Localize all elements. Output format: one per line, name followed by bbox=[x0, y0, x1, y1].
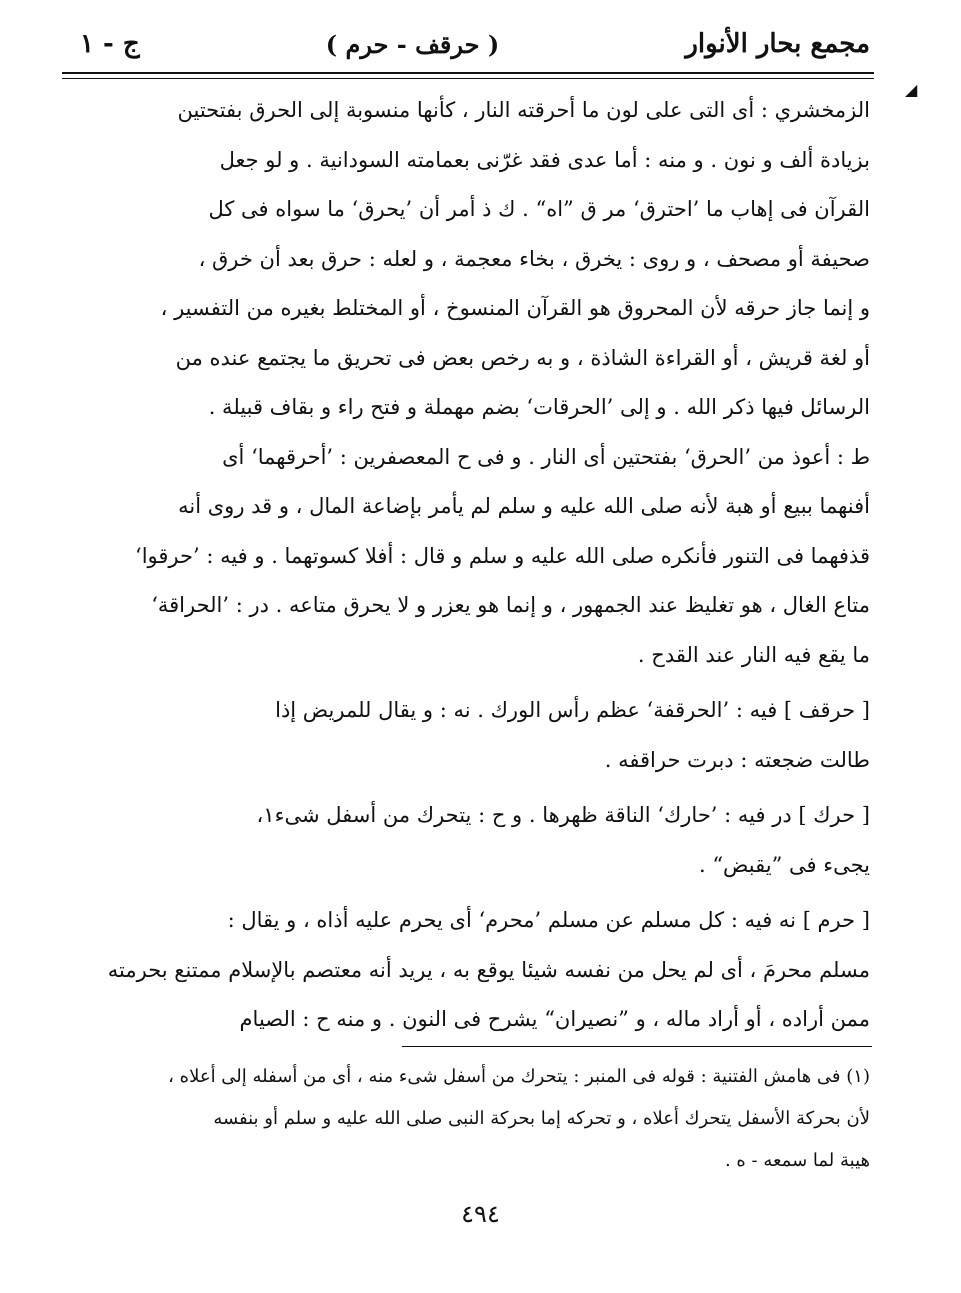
main-text bbox=[78, 86, 870, 1045]
header-rule-thin bbox=[62, 78, 874, 79]
text-line: و إنما جاز حرقه لأن المحروق هو القرآن المنسوخ ، أو المختلط بغيره من التفسير ، bbox=[160, 296, 870, 320]
text-line: صحيفة أو مصحف ، و روى : يخرق ، بخاء معجمة ، و لعله : حرق بعد أن خرق ، bbox=[198, 246, 870, 271]
footnote-separator bbox=[402, 1046, 872, 1047]
text-line: طالت ضجعته : دبرت حراقفه . bbox=[604, 747, 870, 772]
footnotes bbox=[78, 1056, 870, 1182]
text-line: ط : أعوذ من ’الحرق‘ بفتحتين أى النار . و فى ح المعصفرين : ’أحرقهما‘ أى bbox=[222, 444, 870, 469]
text-line: متاع الغال ، هو تغليظ عند الجمهور ، و إنما هو يعزر و لا يحرق متاعه . در : ’الحراقة‘ bbox=[151, 593, 870, 617]
page-number: ٤٩٤ bbox=[461, 1200, 500, 1228]
text-line: يجىء فى ”يقبض“ . bbox=[698, 852, 870, 877]
header-book-title: مجمع بحار الأنوار bbox=[685, 29, 870, 59]
margin-mark: ◢ bbox=[905, 80, 918, 99]
header-volume: ج - ١ bbox=[80, 29, 140, 59]
text-line: [ حرم ] نه فيه : كل مسلم عن مسلم ’محرم‘ أى يحرم عليه أذاه ، و يقال : bbox=[227, 908, 870, 932]
text-line: القرآن فى إهاب ما ’احترق‘ مر ق ”اه“ . ك ذ أمر أن ’يحرق‘ ما سواه فى كل bbox=[208, 197, 870, 221]
text-line: الزمخشري : أى التى على لون ما أحرقته النار ، كأنها منسوبة إلى الحرق بفتحتين bbox=[177, 98, 870, 122]
text-line: الرسائل فيها ذكر الله . و إلى ’الحرقات‘ بضم مهملة و فتح راء و بقاف قبيلة . bbox=[208, 395, 870, 419]
text-line: بزيادة ألف و نون . و منه : أما عدى فقد غرّنى بعمامته السودانية . و لو جعل bbox=[219, 147, 870, 172]
text-line: [ حرك ] در فيه : ’حارك‘ الناقة ظهرها . و ح : يتحرك من أسفل شىء١، bbox=[256, 803, 870, 827]
header-entry-range: ( حرقف - حرم ) bbox=[325, 29, 500, 59]
header-rule-thick bbox=[62, 72, 874, 74]
text-line: أو لغة قريش ، أو القراءة الشاذة ، و به رخص بعض فى تحريق ما يجتمع عنده من bbox=[175, 345, 870, 370]
text-line: ممن أراده ، أو أراد ماله ، و ”نصيران“ يشرح فى النون . و منه ح : الصيام bbox=[239, 1007, 870, 1031]
text-line: [ حرقف ] فيه : ’الحرقفة‘ عظم رأس الورك . نه : و يقال للمريض إذا bbox=[275, 698, 870, 722]
text-line: مسلم محرمَ ، أى لم يحل من نفسه شيئا يوقع به ، يريد أنه معتصم بالإسلام ممتنع بحرمته bbox=[107, 957, 870, 982]
text-line: أفنهما ببيع أو هبة لأنه صلى الله عليه و سلم لم يأمر بإضاعة المال ، و قد روى أنه bbox=[178, 494, 870, 518]
footnote-line: (١) فى هامش الفتنية : قوله فى المنبر : يتحرك من أسفل شىء منه ، أى من أسفله إلى أعلاه ، bbox=[168, 1066, 870, 1087]
text-line: ما يقع فيه النار عند القدح . bbox=[637, 642, 870, 667]
text-line: قذفهما فى التنور فأنكره صلى الله عليه و سلم و قال : أفلا كسوتهما . و فيه : ’حرقوا‘ bbox=[135, 543, 870, 568]
footnote-line: هيبة لما سمعه - ه . bbox=[724, 1150, 870, 1171]
footnote-line: لأن بحركة الأسفل يتحرك أعلاه ، و تحركه إما بحركة النبى صلى الله عليه و سلم أو بنفسه bbox=[213, 1108, 870, 1129]
running-header bbox=[80, 22, 870, 66]
